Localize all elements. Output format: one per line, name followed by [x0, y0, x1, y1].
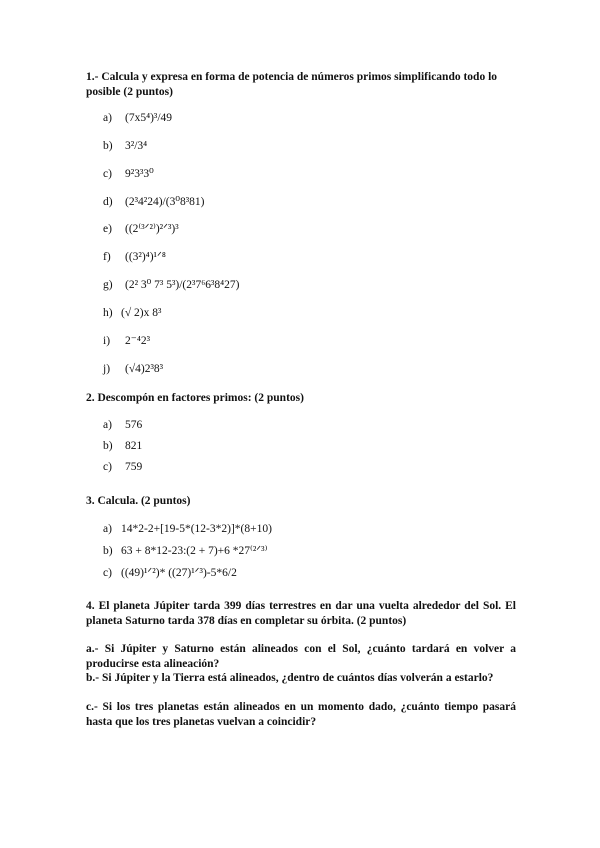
question-1-title: 1.- Calcula y expresa en forma de potencia de números primos simplificando todo lo posible (2 puntos) — [86, 71, 498, 98]
q1-item-c — [103, 167, 154, 181]
item-expression: (√4)2³8³ — [125, 363, 164, 375]
item-expression: (7x5⁴)³/49 — [125, 112, 173, 124]
item-value: 759 — [125, 461, 143, 473]
q2-item-b — [103, 439, 142, 453]
item-label: b) — [103, 440, 113, 452]
item-label: b) — [103, 140, 113, 152]
q3-item-b — [103, 544, 267, 558]
item-expression: 9²3³3⁰ — [125, 168, 154, 180]
item-expression: (√ 2)x 8³ — [121, 307, 162, 319]
item-expression: 2⁻⁴2³ — [125, 335, 151, 347]
q1-item-g — [103, 278, 240, 292]
item-label: c) — [103, 168, 112, 180]
item-label: a) — [103, 112, 112, 124]
item-label: g) — [103, 279, 113, 291]
item-label: h) — [103, 307, 113, 319]
item-label: c) — [103, 567, 112, 579]
question-4-part-a: a.- Si Júpiter y Saturno están alineados con el Sol, ¿cuánto tardará en volver a producirse esta alineación? — [86, 643, 516, 670]
item-value: 576 — [125, 419, 143, 431]
item-value: 821 — [125, 440, 143, 452]
item-expression: (2³4²24)/(3⁰8³81) — [125, 196, 205, 208]
item-label: i) — [103, 335, 111, 347]
item-expression: ((49)¹ᐟ²)* ((27)¹ᐟ³)-5*6/2 — [121, 567, 237, 579]
q1-item-a — [103, 111, 172, 125]
item-label: b) — [103, 545, 113, 557]
q3-item-c — [103, 566, 237, 580]
q1-item-d — [103, 195, 204, 209]
item-label: a) — [103, 419, 112, 431]
q2-item-a — [103, 418, 142, 432]
q3-item-a — [103, 522, 272, 536]
q1-item-f — [103, 250, 166, 264]
q1-item-b — [103, 139, 147, 153]
q1-item-h — [103, 306, 161, 320]
q1-item-e — [103, 222, 179, 236]
item-label: c) — [103, 461, 112, 473]
item-label: d) — [103, 196, 113, 208]
item-label: j) — [103, 363, 111, 375]
item-expression: ((3²)⁴)¹ᐟ⁸ — [125, 251, 166, 263]
question-4-part-c: c.- Si los tres planetas están alineados en un momento dado, ¿cuánto tiempo pasará hasta que los tres planetas vuelvan a coincidir? — [86, 701, 516, 728]
question-2-title: 2. Descompón en factores primos: (2 puntos) — [86, 392, 304, 404]
item-expression: (2² 3⁰ 7³ 5³)/(2³7⁶6³8⁴27) — [125, 279, 240, 291]
item-expression: 14*2-2+[19-5*(12-3*2)]*(8+10) — [121, 523, 272, 535]
question-4-intro: 4. El planeta Júpiter tarda 399 días terrestres en dar una vuelta alrededor del Sol. El planeta Saturno tarda 378 días en completar su órbita. (2 puntos) — [86, 600, 516, 627]
item-expression: ((2⁽³ᐟ²⁾)²ᐟ³)³ — [125, 223, 179, 235]
q1-item-i — [103, 334, 150, 348]
q1-item-j — [103, 362, 163, 376]
item-label: e) — [103, 223, 112, 235]
item-label: a) — [103, 523, 112, 535]
q2-item-c — [103, 460, 142, 474]
question-3-title: 3. Calcula. (2 puntos) — [86, 495, 191, 507]
item-expression: 3²/3⁴ — [125, 140, 148, 152]
question-4-part-b: b.- Si Júpiter y la Tierra está alineados, ¿dentro de cuántos días volverán a estarlo? — [86, 672, 494, 684]
item-label: f) — [103, 251, 111, 263]
item-expression: 63 + 8*12-23:(2 + 7)+6 *27⁽²ᐟ³⁾ — [121, 545, 268, 557]
